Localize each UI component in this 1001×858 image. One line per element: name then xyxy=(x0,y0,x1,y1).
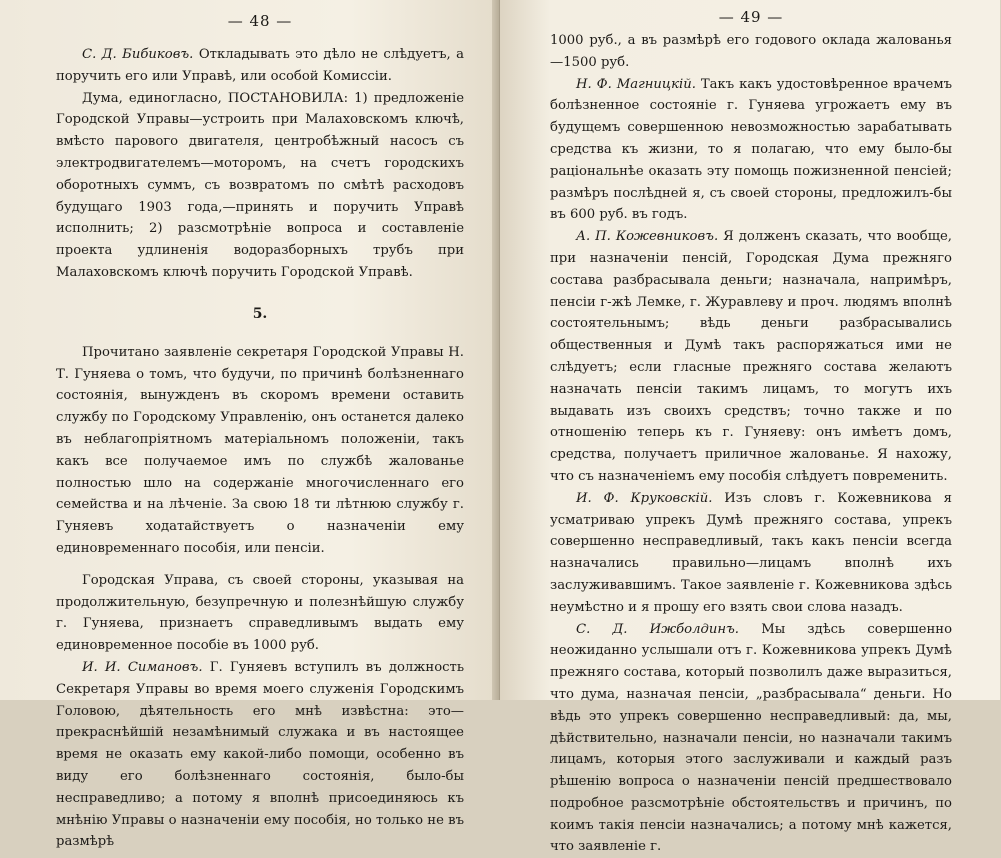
paragraph-text: Изъ словъ г. Кожевникова я усматриваю упрекъ Думѣ прежняго состава, упрекъ совершенно несправедливый, такъ какъ пенсіи всегда назначались правильно—лицамъ вполнѣ ихъ заслуживавшимъ. Такое заявленіе г. Кожевникова здѣсь неумѣстно и я прошу его взять свои слова назадъ. xyxy=(550,490,952,615)
section-number: 5. xyxy=(252,305,268,322)
paragraph-izhboldin xyxy=(550,619,952,858)
paragraph-krukovsky xyxy=(550,488,952,619)
paragraph-text: Г. Гуняевъ вступилъ въ должность Секретаря Управы во время моего служенія Городскимъ Головою, дѣятельность его мнѣ извѣстна: это—прекраснѣйшій незамѣнимый служака и въ настоящее время не оказать ему какой-либо помощи, особенно въ виду его болѣзненнаго состоянія, было-бы несправедливо; а потому я вполнѣ присоединяюсь къ мнѣнію Управы о назначеніи ему пособія, но только не въ размѣрѣ xyxy=(56,659,464,850)
page-number-left: — 48 — xyxy=(227,12,293,30)
speaker-name: И. И. Симановъ. xyxy=(82,659,203,675)
left-page xyxy=(0,0,500,850)
paragraph-gap xyxy=(56,560,464,570)
paragraph-kozhevnikov xyxy=(550,226,952,488)
paragraph-text: Я долженъ сказать, что вообще, при назначеніи пенсій, Городская Дума прежняго состава разбрасывала деньги; назначала, напримѣръ, пенсіи г-жѣ Лемке, г. Журавлеву и проч. людямъ вполнѣ состоятельнымъ; вѣдь деньги разбрасывались общественныя и Думѣ такъ распоряжаться ими не слѣдуетъ; если гласные прежняго состава желаютъ назначать пенсіи такимъ лицамъ, то могутъ ихъ выдавать изъ своихъ средствъ; точно также и по отношенію теперь къ г. Гуняеву: онъ имѣетъ домъ, средства, получаетъ приличное жалованье. Я нахожу, что съ назначеніемъ ему пособія слѣдуетъ повременить. xyxy=(550,229,952,484)
paragraph-continuation: 1000 руб., а въ размѣрѣ его годового оклада жалованья—1500 руб. xyxy=(550,33,952,70)
paragraph-uprava: Городская Управа, съ своей стороны, указывая на продолжительную, безупречную и полезнѣйшую службу г. Гуняева, признаетъ справедливымъ выдать ему единовременное пособіе въ 1000 руб. xyxy=(56,572,464,654)
paragraph-gunyaev-statement: Прочитано заявленіе секретаря Городской Управы Н. Т. Гуняева о томъ, что будучи, по причинѣ болѣзненнаго состоянія, вынужденъ въ скоромъ времени оставить службу по Городскому Управленію, онъ останется далеко въ неблагопріятномъ матеріальномъ положеніи, такъ какъ все получаемое имъ по службѣ жалованье полностью шло на содержаніе многочисленнаго его семейства и на лѣченіе. За свою 18 ти лѣтнюю службу г. Гуняевъ ходатайствуетъ о назначеніи ему единовременнаго пособія, или пенсіи. xyxy=(56,344,464,556)
page-number-right: — 49 — xyxy=(718,8,784,26)
speaker-name: С. Д. Ижболдинъ. xyxy=(576,621,739,637)
speaker-name: Н. Ф. Магницкій. xyxy=(576,76,696,92)
speaker-name: А. П. Кожевниковъ. xyxy=(576,229,719,245)
paragraph-text: Откладывать это дѣло не слѣдуетъ, а поручить его или Управѣ, или особой Комиссіи. xyxy=(56,47,464,84)
paragraph-resolution: Дума, единогласно, ПОСТАНОВИЛА: 1) предложеніе Городской Управы—устроить при Малаховскомъ ключѣ, вмѣсто парового двигателя, центробѣжный насосъ съ электродвигателемъ—моторомъ, на счетъ городскихъ оборотныхъ суммъ, съ возвратомъ по смѣтѣ расходовъ будущаго 1903 года,—принять и поручить Управѣ исполнить; 2) разсмотрѣніе вопроса и составленіе проекта удлиненія водоразборныхъ трубъ при Малаховскомъ ключѣ поручить Городской Управѣ. xyxy=(56,90,464,280)
speaker-name: С. Д. Бибиковъ. xyxy=(82,47,194,62)
paragraph-simanov xyxy=(56,657,464,853)
paragraph-magnitsky xyxy=(550,74,952,227)
speaker-name: И. Ф. Круковскій. xyxy=(576,490,713,506)
paragraph-bibikov xyxy=(56,44,464,88)
right-page xyxy=(500,0,1000,855)
paragraph-text: Такъ какъ удостовѣренное врачемъ болѣзненное состояніе г. Гуняева угрожаетъ ему въ будущемъ совершенною невозможностью зарабатывать средства къ жизни, то я полагаю, что ему было-бы раціональнѣе оказать эту помощь пожизненной пенсіей; размѣръ послѣдней я, съ своей стороны, предложилъ-бы въ 600 руб. въ годъ. xyxy=(550,76,952,223)
paragraph-text: Мы здѣсь совершенно неожиданно услышали отъ г. Кожевникова упрекъ Думѣ прежняго состава, который позволилъ даже выразиться, что дума, назначая пенсіи, „разбрасывала“ деньги. Но вѣдь это упрекъ совершенно несправедливый: да, мы, дѣйствительно, назначали пенсіи, но назначали такимъ лицамъ, которыя этого заслуживали и каждый разъ рѣшенію вопроса о назначеніи пенсій предшествовало подробное разсмотрѣніе обстоятельствъ и причинъ, по коимъ такія пенсіи назначались; а потому мнѣ кажется, что заявленіе г. xyxy=(550,621,953,855)
